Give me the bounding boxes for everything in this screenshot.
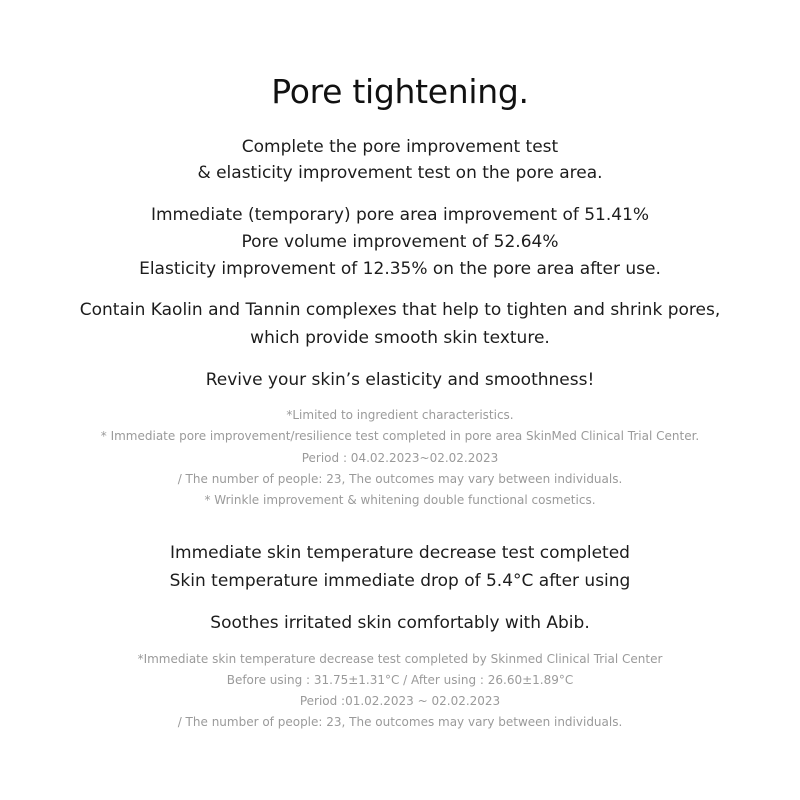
footnote-2-line-4: / The number of people: 23, The outcomes may vary between individuals. bbox=[177, 715, 623, 729]
result-line-3: Elasticity improvement of 12.35% on the pore area after use. bbox=[139, 259, 661, 279]
page-title: Pore tightening. bbox=[271, 72, 529, 111]
temperature-line-2: Skin temperature immediate drop of 5.4°C after using bbox=[169, 571, 631, 591]
footnote-1-line-3: Period : 04.02.2023~02.02.2023 bbox=[301, 451, 499, 465]
ingredients-line-2: which provide smooth skin texture. bbox=[250, 328, 550, 348]
intro-line-2: & elasticity improvement test on the pore area. bbox=[197, 163, 603, 183]
footnote-1-line-2: * Immediate pore improvement/resilience test completed in pore area SkinMed Clinical Trial Center. bbox=[100, 429, 700, 443]
footnote-2-line-2: Before using : 31.75±1.31°C / After using : 26.60±1.89°C bbox=[226, 673, 574, 687]
tagline: Revive your skin’s elasticity and smoothness! bbox=[205, 370, 595, 390]
footnote-2-line-1: *Immediate skin temperature decrease test completed by Skinmed Clinical Trial Center bbox=[137, 652, 663, 666]
temperature-line-1: Immediate skin temperature decrease test completed bbox=[170, 543, 630, 563]
footnote-1-line-1: *Limited to ingredient characteristics. bbox=[286, 408, 514, 422]
footnote-1-line-4: / The number of people: 23, The outcomes may vary between individuals. bbox=[177, 472, 623, 486]
footnote-1-line-5: * Wrinkle improvement & whitening double functional cosmetics. bbox=[204, 493, 596, 507]
result-line-2: Pore volume improvement of 52.64% bbox=[241, 232, 559, 252]
intro-line-1: Complete the pore improvement test bbox=[241, 137, 559, 157]
ingredients-line-1: Contain Kaolin and Tannin complexes that help to tighten and shrink pores, bbox=[79, 300, 721, 320]
footnote-2-line-3: Period :01.02.2023 ~ 02.02.2023 bbox=[299, 694, 501, 708]
result-line-1: Immediate (temporary) pore area improvement of 51.41% bbox=[150, 205, 650, 225]
soothe-text: Soothes irritated skin comfortably with Abib. bbox=[210, 613, 590, 633]
